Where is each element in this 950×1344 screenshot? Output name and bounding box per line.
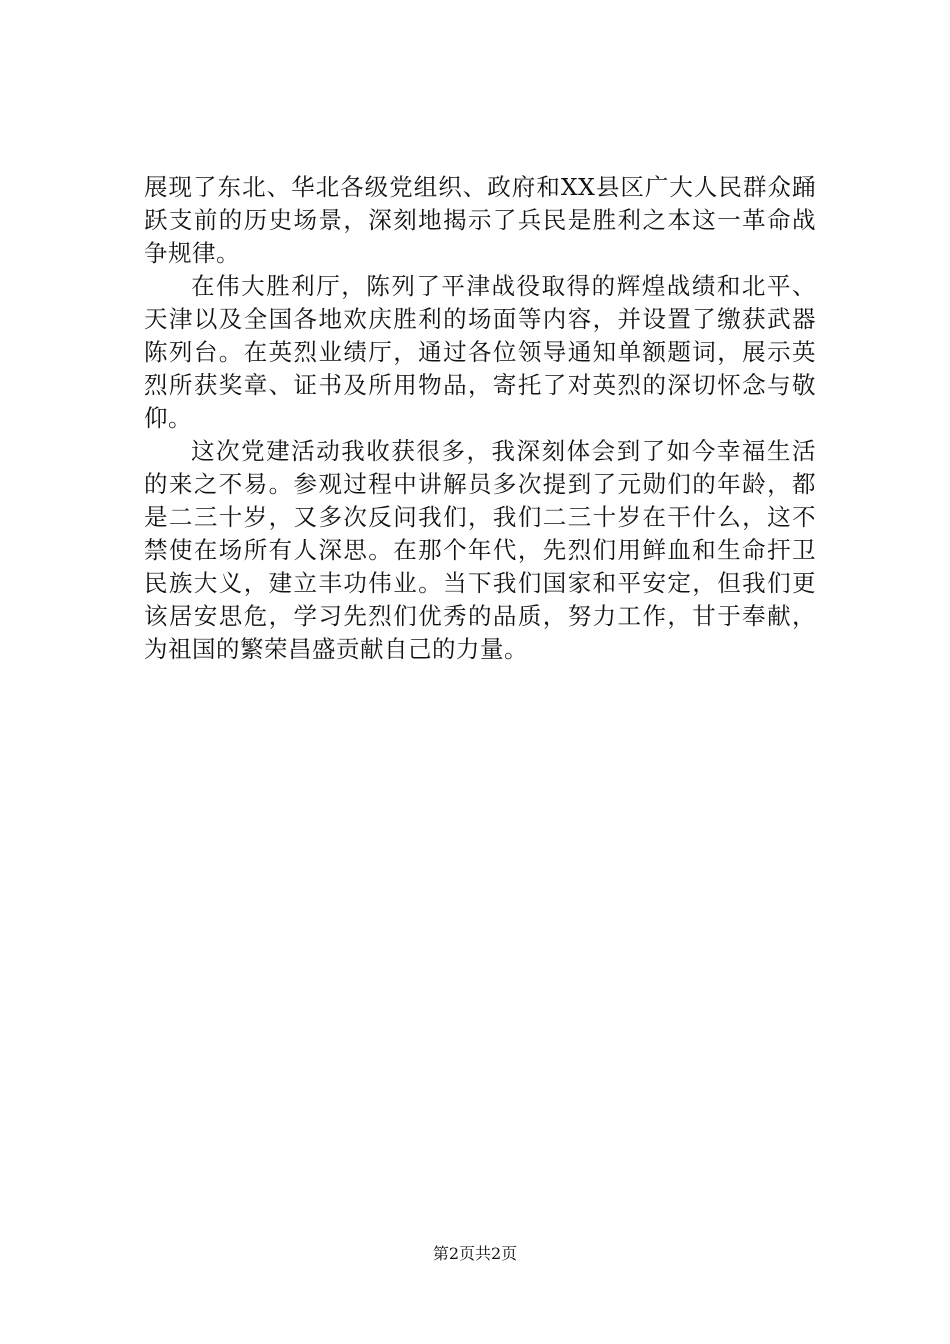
paragraph-line: 在伟大胜利厅，陈列了平津战役取得的辉煌战绩和北平、 [191, 272, 816, 300]
paragraph-line: 跃支前的历史场景，深刻地揭示了兵民是胜利之本这一革命战 [144, 206, 816, 234]
paragraph-2 [144, 270, 816, 435]
paragraph-line: 仰。 [144, 404, 192, 432]
paragraph-line: 是二三十岁，又多次反问我们，我们二三十岁在干什么，这不 [144, 503, 816, 531]
paragraph-1 [144, 171, 816, 270]
paragraph-line: 为祖国的繁荣昌盛贡献自己的力量。 [144, 635, 528, 663]
paragraph-line: 陈列台。在英烈业绩厅，通过各位领导通知单额题词，展示英 [144, 338, 816, 366]
document-body [144, 171, 816, 666]
paragraph-line: 民族大义，建立丰功伟业。当下我们国家和平安定，但我们更 [144, 569, 816, 597]
paragraph-line: 禁使在场所有人深思。在那个年代，先烈们用鲜血和生命扞卫 [144, 536, 816, 564]
paragraph-line: 的来之不易。参观过程中讲解员多次提到了元勋们的年龄，都 [144, 470, 816, 498]
paragraph-3 [144, 435, 816, 666]
paragraph-line: 烈所获奖章、证书及所用物品，寄托了对英烈的深切怀念与敬 [144, 371, 816, 399]
paragraph-line: 天津以及全国各地欢庆胜利的场面等内容，并设置了缴获武器 [144, 305, 816, 333]
page-footer [0, 1243, 950, 1265]
page-number: 第2页 [432, 1244, 475, 1263]
paragraph-line: 争规律。 [144, 239, 240, 267]
page-total: 共2页 [475, 1244, 518, 1263]
paragraph-line: 这次党建活动我收获很多，我深刻体会到了如今幸福生活 [191, 437, 816, 465]
paragraph-line: 展现了东北、华北各级党组织、政府和XX县区广大人民群众踊 [144, 173, 816, 201]
paragraph-line: 该居安思危，学习先烈们优秀的品质，努力工作，甘于奉献， [144, 602, 816, 630]
